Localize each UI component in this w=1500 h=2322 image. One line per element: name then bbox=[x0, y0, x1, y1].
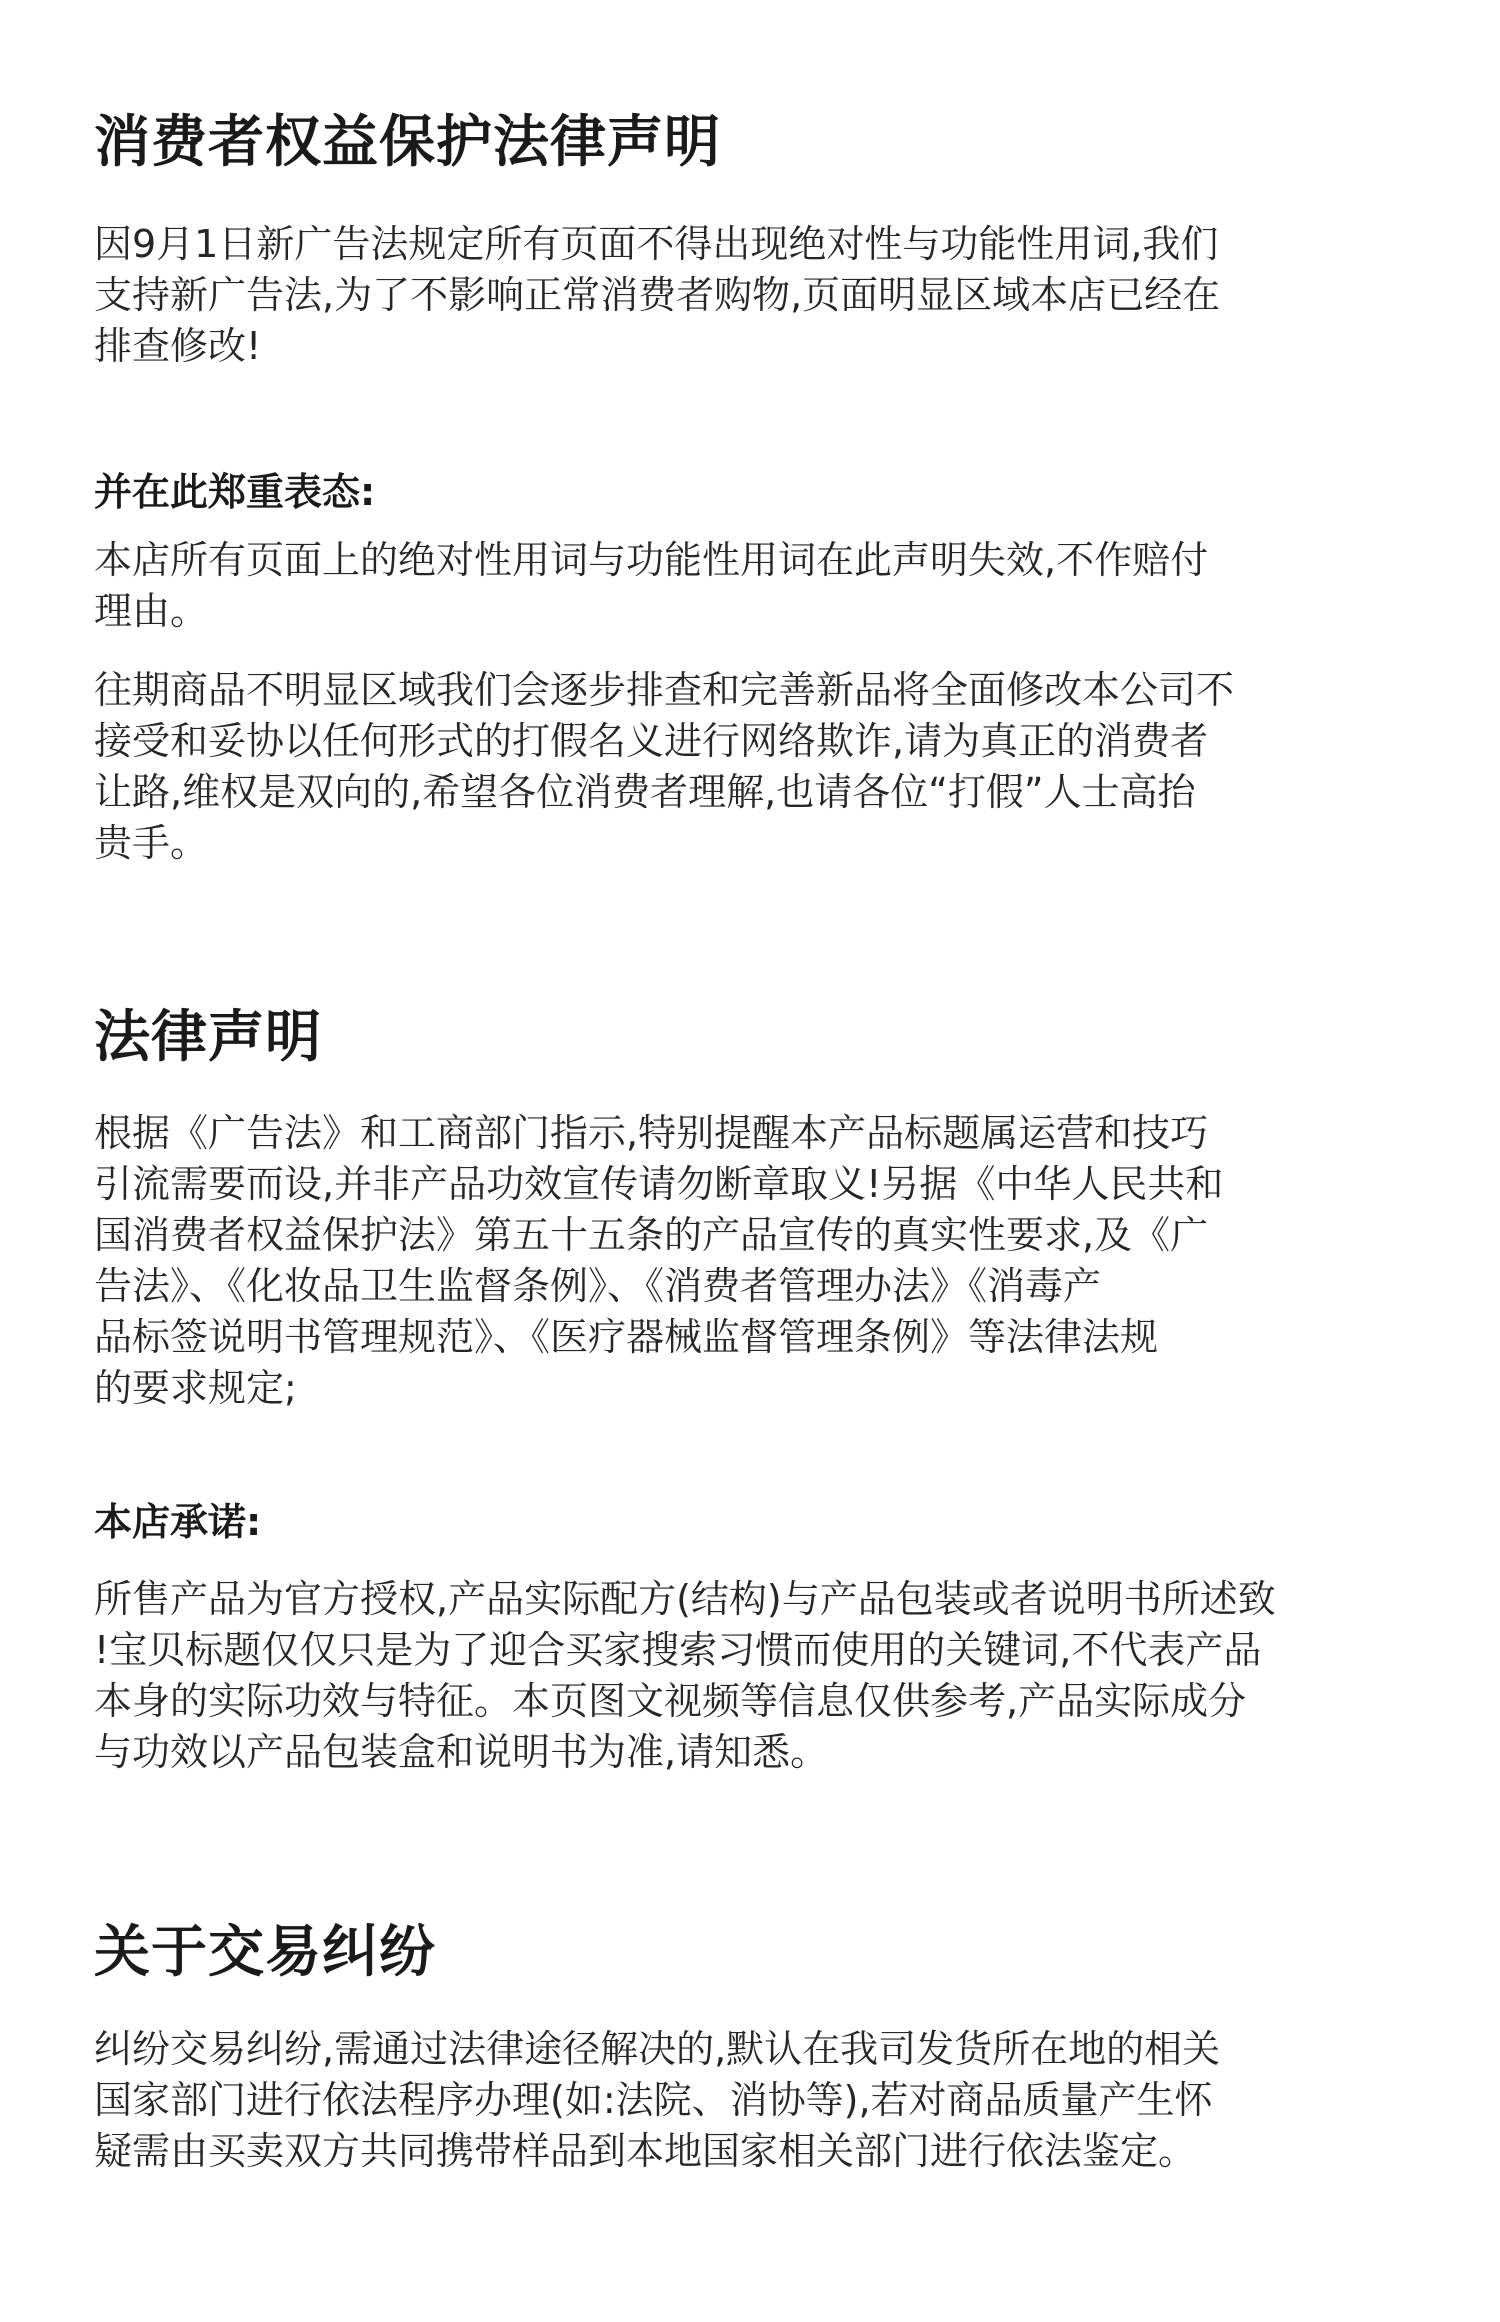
text-line: 根据《广告法》和工商部门指示,特别提醒本产品标题属运营和技巧 bbox=[94, 1111, 1209, 1155]
text-line: 接受和妥协以任何形式的打假名义进行网络欺诈,请为真正的消费者 bbox=[94, 719, 1209, 763]
text-line: 品标签说明书管理规范》、《医疗器械监督管理条例》等法律法规 bbox=[94, 1315, 1159, 1359]
text-line: 理由。 bbox=[94, 589, 209, 633]
solemn-statement-subtitle: 并在此郑重表态: bbox=[94, 470, 376, 514]
text-line: 让路,维权是双向的,希望各位消费者理解,也请各位“打假”人士高抬 bbox=[94, 770, 1196, 814]
text-line: 的要求规定; bbox=[94, 1366, 297, 1410]
text-line: 所售产品为官方授权,产品实际配方(结构)与产品包装或者说明书所述致 bbox=[94, 1577, 1276, 1621]
text-line: 疑需由买卖双方共同携带样品到本地国家相关部门进行依法鉴定。 bbox=[94, 2129, 1197, 2173]
invalidation-paragraph bbox=[94, 535, 1208, 637]
store-promise-subtitle: 本店承诺: bbox=[94, 1500, 262, 1544]
store-promise-paragraph bbox=[94, 1574, 1276, 1778]
text-line: 国消费者权益保护法》第五十五条的产品宣传的真实性要求,及《广 bbox=[94, 1213, 1209, 1257]
text-line: 纠纷交易纠纷,需通过法律途径解决的,默认在我司发货所在地的相关 bbox=[94, 2027, 1221, 2071]
text-line: 贵手。 bbox=[94, 821, 209, 865]
anti-fraud-paragraph bbox=[94, 665, 1234, 869]
ad-law-paragraph bbox=[94, 1108, 1223, 1414]
text-line: 引流需要而设,并非产品功效宣传请勿断章取义!另据《中华人民共和 bbox=[94, 1162, 1224, 1206]
text-line: 与功效以产品包装盒和说明书为准,请知悉。 bbox=[94, 1730, 829, 1774]
legal-statement-title: 法律声明 bbox=[94, 1005, 322, 1070]
trade-dispute-title: 关于交易纠纷 bbox=[94, 1920, 436, 1985]
text-line: 排查修改! bbox=[94, 324, 262, 368]
text-line: 本身的实际功效与特征。本页图文视频等信息仅供参考,产品实际成分 bbox=[94, 1679, 1247, 1723]
text-line: 支持新广告法,为了不影响正常消费者购物,页面明显区域本店已经在 bbox=[94, 273, 1221, 317]
text-line: 因9月1日新广告法规定所有页面不得出现绝对性与功能性用词,我们 bbox=[94, 222, 1219, 266]
trade-dispute-paragraph bbox=[94, 2024, 1220, 2177]
text-line: !宝贝标题仅仅只是为了迎合买家搜索习惯而使用的关键词,不代表产品 bbox=[94, 1628, 1262, 1672]
text-line: 告法》、《化妆品卫生监督条例》、《消费者管理办法》《消毒产 bbox=[94, 1264, 1102, 1308]
text-line: 国家部门进行依法程序办理(如:法院、消协等),若对商品质量产生怀 bbox=[94, 2078, 1213, 2122]
text-line: 往期商品不明显区域我们会逐步排查和完善新品将全面修改本公司不 bbox=[94, 668, 1235, 712]
consumer-rights-title: 消费者权益保护法律声明 bbox=[94, 110, 721, 175]
ad-law-notice-paragraph bbox=[94, 219, 1220, 372]
text-line: 本店所有页面上的绝对性用词与功能性用词在此声明失效,不作赔付 bbox=[94, 538, 1209, 582]
